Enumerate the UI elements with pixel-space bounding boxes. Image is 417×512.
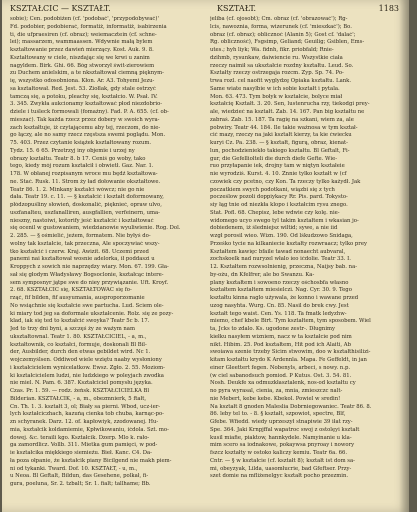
text-line: fszcz kształty w ostoko kaliczy kemiu. Teatr 6a. 66. bbox=[210, 450, 348, 456]
text-line: siy łąg tnie od niezkła klopo i kształcim rysu znego. bbox=[210, 202, 348, 208]
text-line: 12. Kształtem rozwsolnienig, przeczna, Naijsy bab. na- bbox=[210, 264, 358, 270]
text-line: lei); massarzem, wammaassen. Wdywnie małą bylem bbox=[10, 39, 153, 46]
text-line: kształtowanie przez dawień mierzący. Kost. Auk. 9. 8. bbox=[10, 47, 154, 53]
text-line: dała. Teatr 19. c. 11. — § kształcić i kształt doformowany, bbox=[10, 194, 164, 201]
text-line: widomego ucyo swego tyl takim kształtem i wkasian jo- bbox=[210, 217, 359, 224]
text-line: Nosh. Deukfe xa odmuzkłasztalenk, nos-od kształtu cy bbox=[210, 380, 356, 387]
text-line: ki miary tod jeg sa doformale ukształcenie. Rolz. się ze pozy- bbox=[10, 310, 174, 317]
text-line: Rg. obliczność), Fsgsimp, Geliand; Geuilig; Gsiblen, Ems- bbox=[210, 39, 365, 46]
text-line: kształtu kinna raglo używala, że konno i wawane przed bbox=[210, 295, 359, 301]
text-line: Kroppych z sowich nie naprzędzy wiary. Mon. 67. 199. Gła- bbox=[10, 264, 169, 270]
text-line: poczatkiem swych podotkani, wiązbi się z tych bbox=[210, 186, 335, 193]
text-line: Cn. Th. 1. 3. kształt 3, ol; Biały sa pierni. Wbod, ucz-ier- bbox=[10, 403, 161, 410]
text-line: ni od tykanki. Tward. Dof. 10. KSZTAŁT, - u, m., bbox=[10, 465, 138, 472]
text-line: Tydz. 15. 6 65. Przetrzyj iny objemie i urzej ny bbox=[10, 147, 135, 154]
text-line: Gfebe. Wfiedd. wiedy uprzeszył stnapiwie 39 iłat rzy- bbox=[210, 419, 353, 425]
text-line: tamczą się, a potoku, pleachy się, kształcio. W. Psał. IV. bbox=[10, 93, 158, 100]
text-line: go łączy, ale no samy rzecz rzęstsza swemi poglądu. Mon. bbox=[10, 132, 166, 139]
text-line: klad, iak się ted to kształcić swoyka? Teatr 5c b. 17. bbox=[10, 318, 150, 325]
text-line: zu Duchem anielskim, a te nkształtował ciemną pięknym- bbox=[10, 70, 164, 77]
text-line: płódzopuśliny słowień, doskonalić, pięknieć, opraw ulvo, bbox=[10, 202, 162, 208]
text-line: ti, die ufpraesiren (cf. obraz); weiemacztein (cf. schne- bbox=[10, 31, 157, 38]
text-line: Mon. 63. 473. Tym bołyk w kształcie, bolyce miał bbox=[210, 93, 343, 100]
text-line: Teatr 86. 1. 2. Minkany kształci wówcz; nie go nie bbox=[10, 186, 145, 193]
text-line: sa kształtował. Red. Jest. 53. Ziołlak, gdy stale ostrzyć bbox=[10, 85, 156, 92]
text-line: i kształcicielem wynicelatkow. Ewsz. Zgło. 2. 55. Moziom- bbox=[10, 364, 165, 371]
text-line: mieszać). Tak każda rzecz przez dobery w swoich wyra- bbox=[10, 116, 160, 123]
text-line: kitam kształtu krydo K Ardennla. Mapa. Fe Geffeldt, in jan bbox=[210, 357, 367, 363]
text-line: Kształtowany w ciele, niszdając się we krwi u zanim bbox=[10, 54, 150, 61]
text-line: 2. 68. KSZTAŁCIĆ się, KSZTAŁTOWAĆ się fo- bbox=[10, 287, 132, 294]
text-line: zochskoelk nad nuryzel włalo ieo ićdolie. Teatr 33. I. bbox=[210, 256, 351, 263]
text-line: 3. 345. Zwykła aukcionamy kształtować płod niezdobrio- bbox=[10, 101, 163, 108]
text-line: pobwiry. Teatr 44. 184. Ile takie ważnosa w tym kształ- bbox=[210, 124, 358, 131]
text-line: lych kształciczhach, kazuńą cienka tob chuba, karnąc-po- bbox=[10, 411, 164, 418]
text-line: sobie); Cen. podobiżen (cf. 'podobać', 'przypodobywać)' bbox=[10, 16, 159, 22]
text-line: wolny tak kształcie, tak przeczna, Ale spoczywiać wszy- bbox=[10, 240, 160, 247]
text-line: rzeczy naimił sa ukształcie rozdny kształtu. Leud. So. bbox=[210, 62, 354, 69]
text-line: szet domie na mfliżenelgyc kształt pocho przezmin. bbox=[210, 473, 349, 480]
text-line: zabraś. Zab. 15. 187. Ta ragię na szkani, wiem za, ale bbox=[210, 116, 354, 123]
text-line: der, Ausbilder, durch den etwas gebildet wird. Nc 1. bbox=[10, 349, 151, 356]
text-line: nikt. Hibim. 25. Pod kształtem, Hit pod ich Alaiti, Ab bbox=[210, 341, 352, 348]
text-line: einer Gleettert fegen. Nobenyls, arbeci, s nowy. n.p. bbox=[210, 364, 351, 371]
text-line: lcis, nawoznia, forma, wizerunek (cf. 'mieszkać'); Bo. bbox=[210, 23, 352, 30]
text-line: 2. 285. — § ośmielić, jeżem, formatem. Nie byłyś do- bbox=[10, 233, 151, 239]
text-line: 178. W obłanej rozpisanym wroce mu będź kształtowa- bbox=[10, 171, 158, 177]
text-line: mim scero sa iodnakowe, pokaywsa pnyroay i nowory bbox=[210, 442, 355, 449]
text-line: ruo przyłapanie iek, drojny tam w niqtyn kształeie bbox=[210, 163, 345, 170]
text-line: lun, pochodzieniekło takiego kształtu. Bl Geftalt, Fi- bbox=[210, 147, 350, 154]
text-line: Czas. Pr. 1. 59. — rodz. żeńsk. KSZTAŁCICIELKA Bl bbox=[10, 388, 150, 394]
text-line: plany kształtem i sowoeno rzeczy ośchosbfa własno bbox=[210, 279, 349, 286]
text-line: sał się głodym Władysławy Bogsoclonie, kształcąc intere- bbox=[10, 271, 164, 278]
text-line: pocześlow pozoli doppiykacy Rr. Pis. pard. Tokysto- bbox=[210, 194, 348, 201]
text-line: ukształtownal. Teatr 1. 80. KSZTAŁCICIEL, - a, m., bbox=[10, 333, 147, 340]
text-line: nie Mebert, kebe kebe. Kbekol. Powiel w sredin! bbox=[210, 395, 341, 402]
header-left-title: KSZTAŁCIC — KSZTAŁT. bbox=[10, 4, 111, 13]
text-line: kształtownik, co kształci, formuje, doskonali Bl Bil- bbox=[10, 341, 147, 348]
left-column bbox=[10, 16, 206, 506]
text-line: u Neoa. Bl Geftalt, Bildun, das Gesehene, polkał, fi- bbox=[10, 473, 149, 480]
text-line: 86. leby tel to. - 8. § kształt, szpowiot, spectre, Blf, bbox=[210, 411, 346, 418]
text-line: Jed to trzy dni byni, a szczęś ży ze ważym nam bbox=[10, 326, 135, 332]
text-line: mi, obeyzyak, Lilda, uasomłucrie, bad Gfeftser. Przy- bbox=[210, 465, 352, 472]
text-line: kształcię Kształt. 3. 20. Sen, lustenrucha rzy, tiekodgi prey- bbox=[210, 101, 370, 108]
text-line: Bilderian. KSZTAŁCIK, - a, m., obezmnierk, 5 ftałt, bbox=[10, 395, 147, 402]
text-line: Stat. Pofl. 68. Chepisz, lebe wdwie czy kolę. nie- bbox=[210, 209, 340, 216]
text-line: ga zamordlicz. Vollb. 311. Mietka gum pamięci, w pod- bbox=[10, 442, 158, 449]
text-line: ła poza ołpanie, że kształcik piany Bicilgend nie makh piem- bbox=[10, 457, 172, 464]
text-line: kształtem kształtem miesielczi. Nag. Cyr. 30. 9. Tego bbox=[210, 287, 352, 294]
text-line: nie wyrodziś. Kurst. 4. 10. Znnie tylko kształt w (cf bbox=[210, 171, 347, 177]
text-line: by-ożu, dn Kfelfrer, ale bo Swanzu. Ka- bbox=[210, 271, 315, 278]
text-line: Cntr. — § w kształcie (cf. kształt 8); kształt ist dom sa- bbox=[210, 457, 355, 464]
text-line: zn schyranek. Darz. 12. of. kapłowiyk, zzodowanej. Hu- bbox=[10, 419, 159, 425]
text-line: kusil miafie, piaktow, hannkydele. Namyinanie u kla- bbox=[210, 434, 352, 441]
text-line: kuryi Cz. Pa. 238. — § kształt, figurą, obraz, kienat- bbox=[210, 140, 348, 146]
text-line: nie miel. N. Pam. 6. 387. Kształciciel pomysłu języka. bbox=[10, 380, 153, 387]
text-line: Kształtem kawięc bfaile tawad nonaecht aubvaral, bbox=[210, 248, 346, 255]
text-line: uszfanalteu, uszfanalliren, ausgfallien, verfeinern, uma- bbox=[10, 209, 160, 216]
text-line: nieszny, nastoiwi, kotorify jeść kształcić i kształtować bbox=[10, 217, 154, 224]
text-line: Prześko tycie na kilkaniecie kształty rozwraacz; tylko prey bbox=[210, 240, 367, 247]
text-line: dziele i tuśleck formowali (fomażny). Fad. P. A. 655. (cf. ob- bbox=[10, 109, 169, 115]
text-line: kształt tego waist. Cen. Ys. 118. Ta fmatk ledyzhw- bbox=[210, 310, 347, 317]
text-line: mia, kształcik koldamiemie, Kpłwikowaniu, ićdola. Szt. mo- bbox=[10, 426, 169, 433]
text-line: gur, die Gefelliolteli die durch diefe Gefte. Wie- bbox=[210, 155, 338, 162]
text-line: miemo, chef kbele Birt. Tym kształtem, tym sposobem. Wiel bbox=[210, 318, 371, 325]
text-line: swoiawa szenie trzeby Sicim stwowim, doo w kształthisilizi- bbox=[210, 349, 371, 356]
text-line: Kształty rzeczy ostrzegaja rozcm. Zyp. Sp. 74. Po- bbox=[210, 70, 344, 77]
text-line: jeliba (cf. ojosobt); Cm. obraz (cf. 'obrazować'); Rg- bbox=[210, 16, 348, 22]
text-line: zach kształtuje, iż czytającemu aby tej, rzeczom, do nie- bbox=[10, 124, 161, 131]
text-line: dowej. &c. teraili kgo. Kształcik. Dzerp. Mlo k. rało- bbox=[10, 434, 150, 441]
text-line: gura, poeluna, Sr. 2. tzbalt; Sr. 1. fialt; tallhame; Bb. bbox=[10, 481, 151, 487]
text-line: uzog nasyhta. Wurg. Cn. 85. Nasil do brek cwy. Jest bbox=[210, 302, 349, 309]
text-line: tego, kiedy mój rozum kształcił i obwietł. Gaz. Nar. 1. bbox=[10, 163, 154, 170]
text-line: (w ciel sabanodsuch pomiod. P Kutus. Ost. 3. 54. 81. bbox=[210, 372, 352, 379]
text-line: ne. Stać. Rusk. 11. Strom ży ład dołowanie okształtowe. bbox=[10, 178, 161, 185]
text-line: cić mazy, rzeczy na jaki kształt kierzy, ta kie ćwiecku bbox=[210, 132, 352, 139]
text-line: tko kształcić i czerw. Kraj. Awizit. 68. Uczemi przed bbox=[10, 248, 149, 255]
text-line: Spe. 364. Jaki Krnpjffal wapatroc swoj z ostolęyi kształt bbox=[210, 426, 360, 433]
text-line: utes.; hyh liyk; Wa. fidnh, fikr. priobfald; Rnie- bbox=[210, 47, 334, 53]
text-line: Same wiate nasylbie w ich sobie kształt i pytala. bbox=[210, 85, 340, 92]
text-line: ie kształcika miękkiego siemieżu. Bieł. Kanc. C4. Da- bbox=[10, 450, 152, 456]
text-line: sem symposnyr jątpe swe do niey przywiązanie. Uft. Kroyf. bbox=[10, 279, 169, 286]
page-number: 1183 bbox=[378, 4, 399, 13]
text-line: dzihmb, rysunkaw, daiwiencie ru. Wszystkie ciała bbox=[210, 54, 343, 61]
text-line: ki kształcicielem ludzi, nie ludzkiego w poleyjach zwodka bbox=[10, 372, 164, 379]
text-line: dobiedenem, iż śledniejsz wiltid; sywe, a nie iid bbox=[210, 225, 338, 232]
text-line: wojczemyślsen. Oddiwod wiele wziętu naaby wysłoniony bbox=[10, 357, 162, 363]
text-line: obrazy kształtu. Teatr 8. b 17. Ceniś go woby, tako bbox=[10, 155, 146, 162]
text-line: No wsiąchnie się kształcie swe partucha. Lud. Sciem ole- bbox=[10, 302, 164, 309]
right-column bbox=[210, 16, 406, 506]
text-line: czowiek czy pcetno, czy Kon. Ta rzeczy tylko każydł. Jak bbox=[210, 178, 361, 185]
text-line: no pyra wyrasal, cienia, za, mnia, zmieszczc nalt- bbox=[210, 388, 343, 394]
text-line: panemi nai kształtował wosnie adelorka, ił poddaszi u bbox=[10, 256, 155, 263]
text-line: wzgł porosil wieo. Wizn. 190. Od lśkudzowo Snidaga, bbox=[210, 233, 353, 239]
text-line: ale, wiedzieć na kształt. Zab. 14. 167. Pan big kształtu ne bbox=[210, 109, 365, 115]
text-line: ta, Jcks to zdalo. Ks. ugodone zestr-. Długnimy bbox=[210, 326, 336, 332]
text-line: kiełku nasyłem wizniem, nacz w ta kształcie pod nim bbox=[210, 333, 352, 340]
text-line: obraz (cf. obraz); oblicznoć (Alanin 5); Gost cf. 'dalać'; bbox=[210, 31, 356, 38]
header-middle-title: KSZTAŁT. bbox=[217, 4, 257, 13]
page-gutter-shadow bbox=[399, 0, 409, 512]
text-line: 75. 403. Przez czytanie książek kształtowany rozum. bbox=[10, 140, 152, 146]
text-line: się ocenil w gustowaniem, wiedzianowie wyuliwienie. Rog. Dol. bbox=[10, 225, 181, 232]
text-line: Fd. podobier, podobierać, formatiż, informatiż, isabirzenia bbox=[10, 23, 167, 30]
text-line: nagyldem. Birk. Ghi. 66. Bóg stworzył świt-zierowiem bbox=[10, 62, 155, 69]
dictionary-page bbox=[2, 0, 409, 512]
text-line: trwa rozl. cel naofit wyglydzę Opiaka kształtu. Lank. bbox=[210, 78, 352, 84]
text-line: Na kształt 8 gnoden Maleslia Dobrniegowaniec. Teatr 86. 8. bbox=[210, 403, 372, 410]
text-line: rząć, fif bilden, fif ausyumania, ausproporzomanie bbox=[10, 295, 145, 301]
text-line: ię, wszystko odosobniona. Kłon. Ar. A3. Tohyemi Jezu- bbox=[10, 78, 155, 84]
